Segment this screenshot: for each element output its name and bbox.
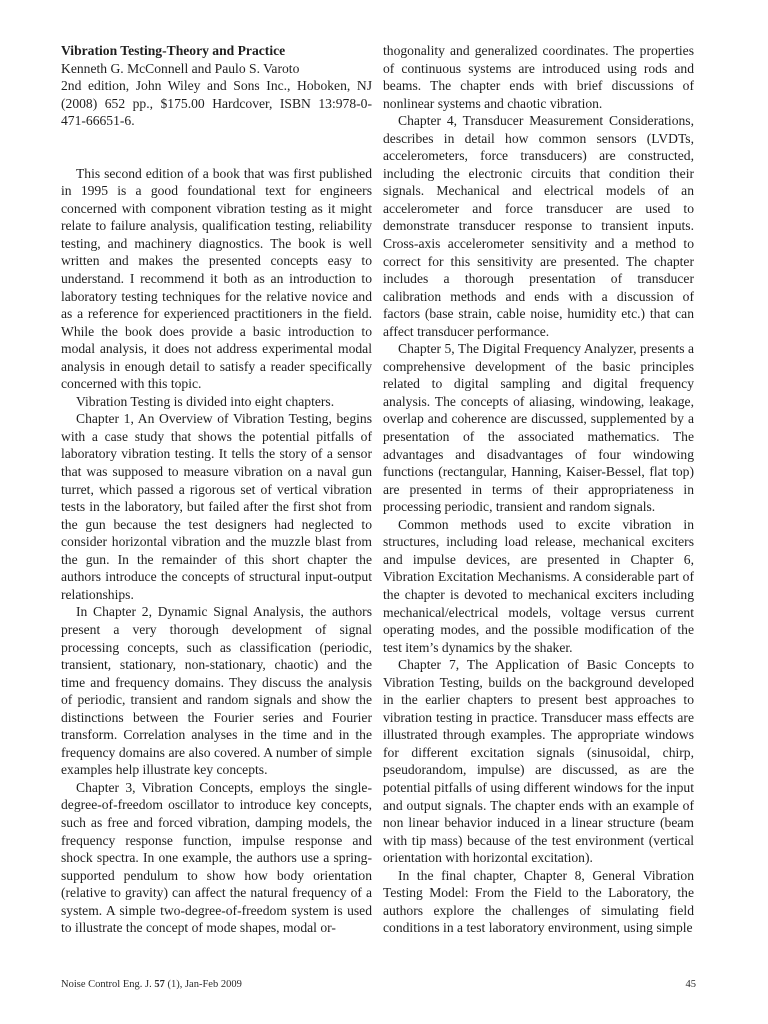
journal-name: Noise Control Eng. J. [61, 979, 152, 990]
paragraph: In the final chapter, Chapter 8, General Vibration Testing Model: From the Field to the Laboratory, the authors explore the challenges of simulating field conditions in a test laboratory environment, using simple [383, 867, 694, 936]
book-publication-info: 2nd edition, John Wiley and Sons Inc., Hoboken, NJ (2008) 652 pp., $175.00 Hardcover, ISBN 13:978-0-471-66651-6. [61, 78, 372, 129]
paragraph: Vibration Testing is divided into eight chapters. [76, 393, 335, 409]
right-column [383, 42, 694, 937]
paragraph: This second edition of a book that was first published in 1995 is a good foundational text for engineers concerned with component vibration testing as it might relate to failure analysis, qualification testing, reliability testing, and machinery diagnostics. The book is well written and makes the presented concepts easy to understand. I recommend it both as an introduction to laboratory testing techniques for the relative novice and as a reference for experienced practitioners in the field. While the book does provide a basic introduction to modal analysis, it does not address experimental modal analysis in enough detail to satisfy a reader specifically concerned with this topic. [61, 165, 372, 392]
paragraph: Chapter 1, An Overview of Vibration Testing, begins with a case study that shows the potential pitfalls of laboratory vibration testing. It tells the story of a sensor that was supposed to measure vibration on a naval gun turret, which passed a rigorous set of vertical vibration tests in the laboratory, but failed after the first shot from the gun because the test designers had neglected to consider horizontal vibration and the muzzle blast from the gun. In the remainder of this short chapter the authors introduce the concepts of structural input-output relationships. [61, 411, 372, 602]
left-column [61, 42, 372, 937]
book-title: Vibration Testing-Theory and Practice [61, 43, 286, 58]
paragraph: Chapter 5, The Digital Frequency Analyzer, presents a comprehensive development of the basic principles related to digital sampling and digital frequency analysis. The concepts of aliasing, windowing, leakage, overlap and coherence are discussed, supplemented by a presentation of the associated mathematics. The advantages and disadvantages of four windowing functions (rectangular, Hanning, Kaiser-Bessel, flat top) are presented in terms of their appropriateness in processing periodic, transient and random signals. [383, 341, 694, 515]
paragraph: Common methods used to excite vibration in structures, including load release, mechanical exciters and impulse devices, are presented in Chapter 6, Vibration Excitation Mechanisms. A considerable part of the chapter is devoted to mechanical exciters including mechanical/electrical models, voltage versus current operating modes, and the possible modification of the test item’s dynamics by the shaker. [383, 516, 694, 655]
paragraph-continuation: thogonality and generalized coordinates. The properties of continuous systems are introduced using rods and beams. The chapter ends with brief discussions of nonlinear systems and chaotic vibration. [383, 43, 694, 111]
book-review-header [61, 42, 372, 130]
paragraph: Chapter 4, Transducer Measurement Considerations, describes in detail how common sensors (LVDTs, accelerometers, force transducers) are constructed, including the electronic circuits that condition their signals. Mechanical and electrical models of an accelerometer and force transducer are used to demonstrate transducer response to transient inputs. Cross-axis accelerometer sensitivity and a method to correct for this sensitivity are presented. The chapter includes a thorough presentation of transducer calibration methods and ends with a discussion of factors (base strain, cable noise, humidity etc.) that can affect transducer performance. [383, 113, 694, 339]
page-number: 45 [685, 979, 696, 990]
paragraph: Chapter 3, Vibration Concepts, employs the single-degree-of-freedom oscillator to introduce key concepts, such as free and forced vibration, damping models, the frequency response function, impulse response and shock spectra. In one example, the authors use a spring-supported pendulum to show how body orientation (relative to gravity) can affect the natural frequency of a system. A simple two-degree-of-freedom system is used to illustrate the concept of mode shapes, modal or- [61, 779, 372, 936]
paragraph: Chapter 7, The Application of Basic Concepts to Vibration Testing, builds on the background developed in the earlier chapters to present best approaches to vibration testing in practice. Transducer mass effects are illustrated through examples. The appropriate windows for different excitation signals (sinusoidal, chirp, pseudorandom, impulse) are discussed, as are the potential pitfalls of using different windows for the input and output signals. The chapter ends with an example of non linear behavior induced in a linear structure (beam with tip mass) because of the test environment (vertical orientation with horizontal excitation). [383, 657, 694, 866]
journal-volume: 57 [154, 979, 165, 990]
paragraph: In Chapter 2, Dynamic Signal Analysis, the authors present a very thorough development of signal processing concepts, such as classification (periodic, transient, stationary, non-stationary, chaotic) and the time and frequency domains. They discuss the analysis of periodic, transient and random signals and show the distinctions between the Fourier series and Fourier transform. Correlation analyses in the time and in the frequency domains are also covered. A number of simple examples help illustrate key concepts. [61, 604, 372, 778]
journal-citation-footer [61, 979, 242, 990]
journal-issue-date: (1), Jan-Feb 2009 [167, 979, 242, 990]
book-authors: Kenneth G. McConnell and Paulo S. Varoto [61, 60, 300, 76]
